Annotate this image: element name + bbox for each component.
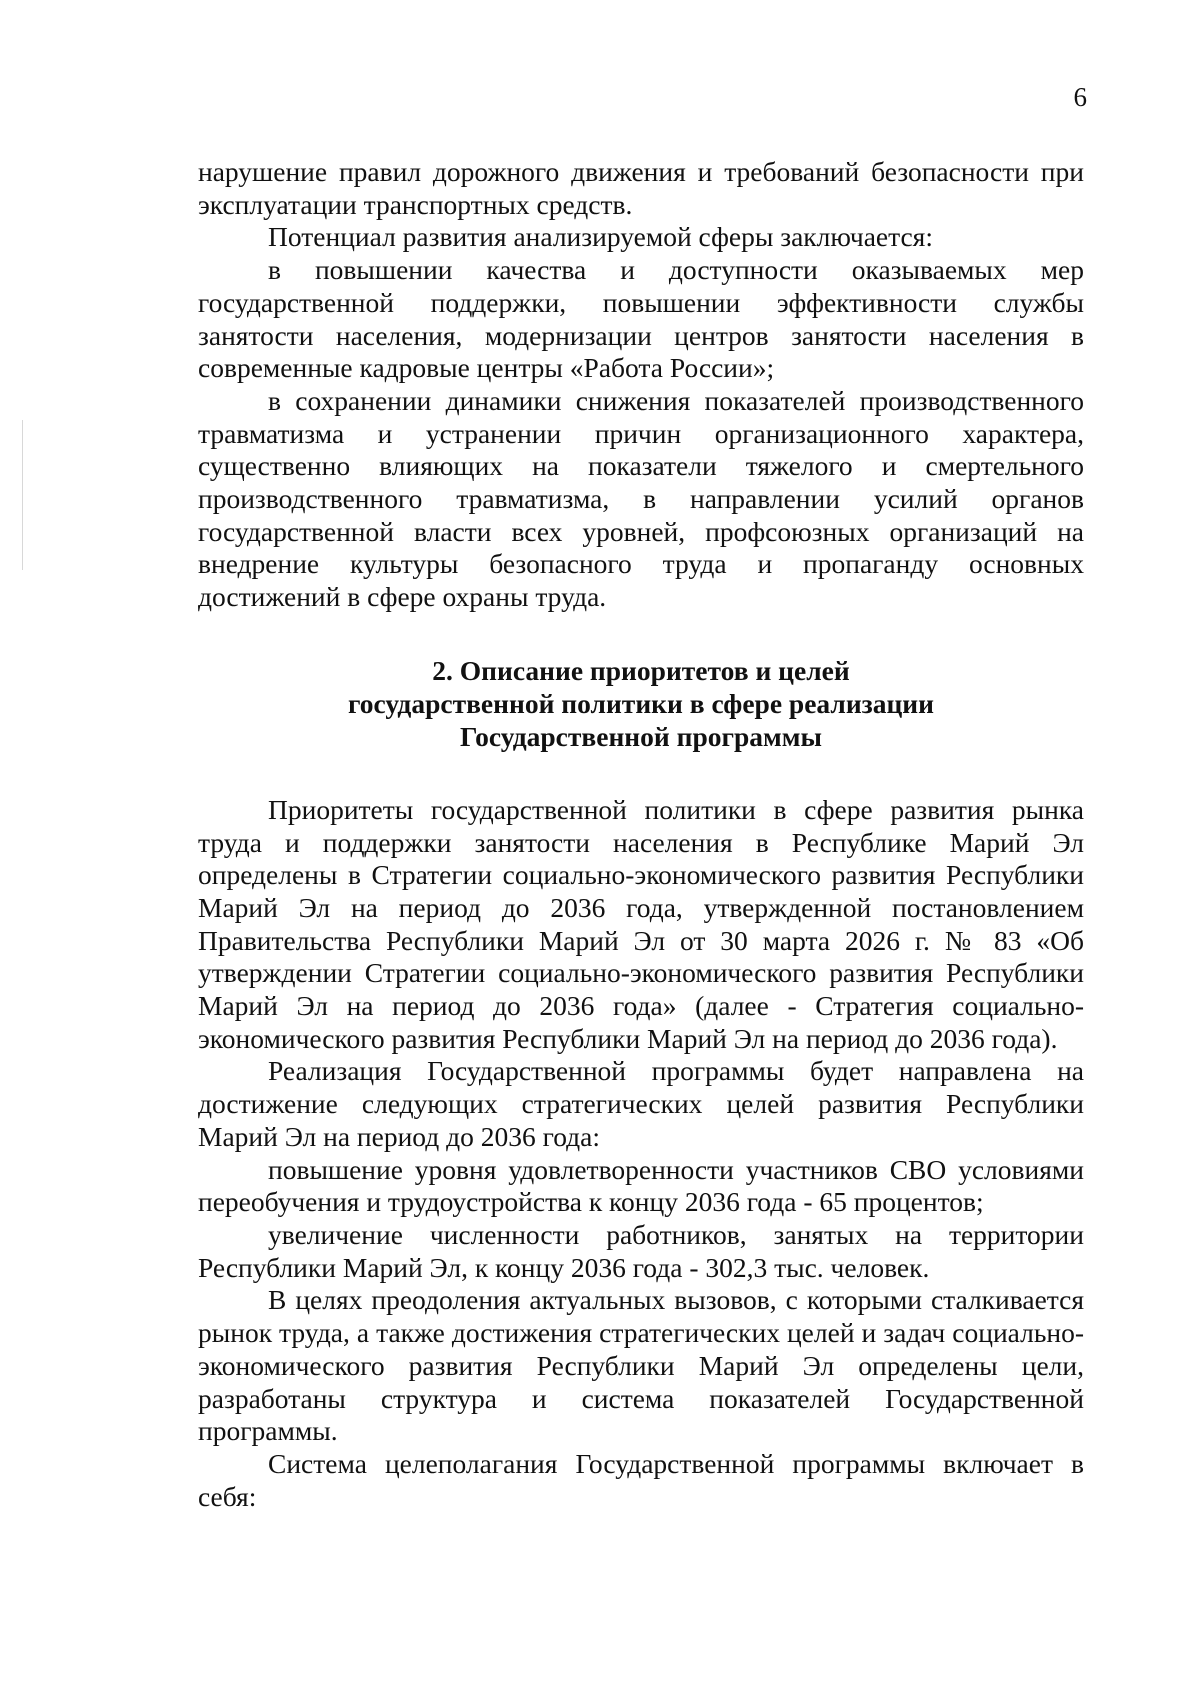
document-body <box>198 156 1084 1513</box>
section-heading-line: государственной политики в сфере реализации <box>348 687 934 719</box>
paragraph: нарушение правил дорожного движения и требований безопасности при эксплуатации транспортных средств. <box>198 156 1084 220</box>
paragraph: в сохранении динамики снижения показателей производственного травматизма и устранении причин организационного характера, существенно влияющих на показатели тяжелого и смертельного производственного травматизма, в направлении усилий органов государственной власти всех уровней, профсоюзных организаций на внедрение культуры безопасного труда и пропаганду основных достижений в сфере охраны труда. <box>198 384 1084 613</box>
paragraph: Приоритеты государственной политики в сфере развития рынка труда и поддержки занятости населения в Республике Марий Эл определены в Стратегии социально-экономического развития Республики Марий Эл на период до 2036 года, утвержденной постановлением Правительства Республики Марий Эл от 30 марта 2026 г. № 83 «Об утверждении Стратегии социально-экономического развития Республики Марий Эл на период до 2036 года» (далее - Стратегия социально-экономического развития Республики Марий Эл на период до 2036 года). <box>198 793 1084 1054</box>
paragraph: Система целеполагания Государственной программы включает в себя: <box>198 1447 1084 1512</box>
page-number: 6 <box>1073 82 1087 112</box>
paragraph: В целях преодоления актуальных вызовов, с которыми сталкивается рынок труда, а также достижения стратегических целей и задач социально-экономического развития Республики Марий Эл определены цели, разработаны структура и система показателей Государственной программы. <box>198 1284 1084 1447</box>
paragraph: Потенциал развития анализируемой сферы заключается: <box>268 221 933 253</box>
paragraph: Реализация Государственной программы будет направлена на достижение следующих стратегических целей развития Республики Марий Эл на период до 2036 года: <box>198 1055 1084 1152</box>
paragraph: в повышении качества и доступности оказываемых мер государственной поддержки, повышении эффективности службы занятости населения, модернизации центров занятости населения в современные кадровые центры «Работа России»; <box>198 254 1084 384</box>
paragraph: повышение уровня удовлетворенности участников СВО условиями переобучения и трудоустройства к концу 2036 года - 65 процентов; <box>198 1153 1084 1218</box>
paragraph: увеличение численности работников, занятых на территории Республики Марий Эл, к концу 2036 года - 302,3 тыс. человек. <box>198 1218 1084 1283</box>
section-heading-line: 2. Описание приоритетов и целей <box>432 654 850 686</box>
section-heading-line: Государственной программы <box>460 720 822 752</box>
scan-edge-mark <box>22 420 23 570</box>
section-heading <box>198 654 1084 753</box>
